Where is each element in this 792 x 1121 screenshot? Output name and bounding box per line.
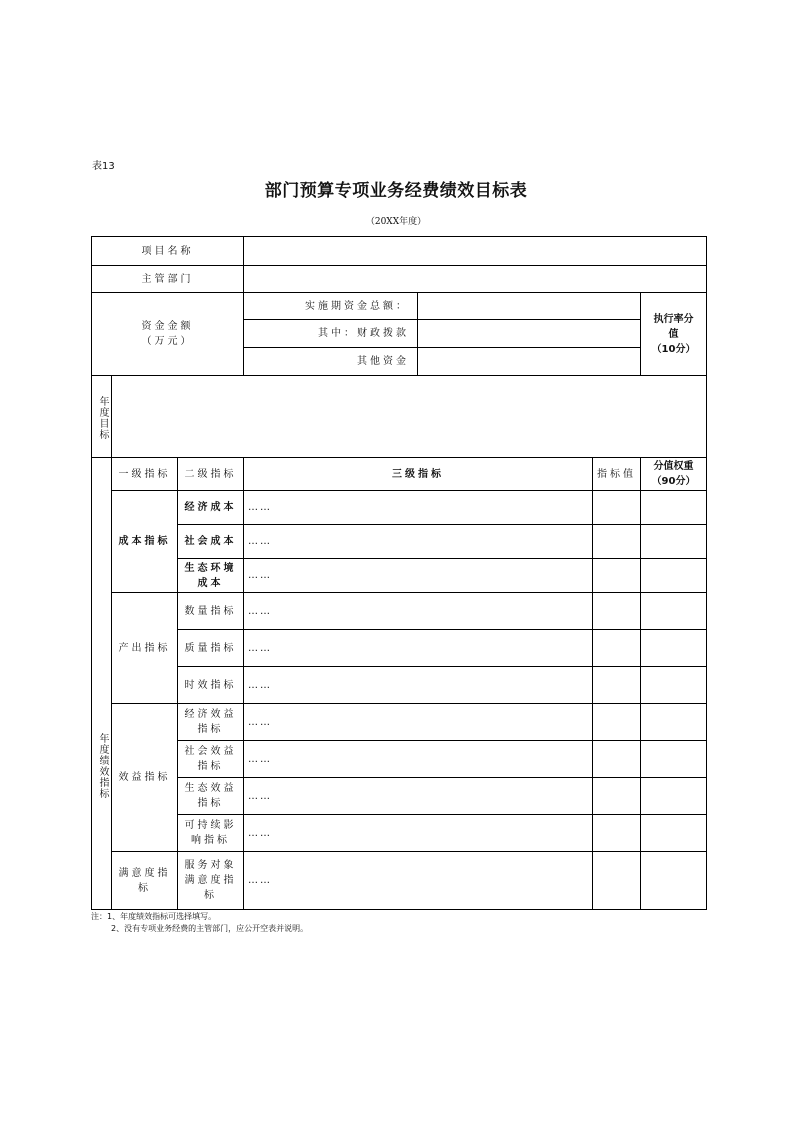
table-row [92, 852, 707, 910]
weight-cell[interactable] [641, 593, 707, 630]
funding-label-line2: （万元） [141, 336, 194, 347]
project-name-label: 项目名称 [92, 237, 244, 266]
value-cell[interactable] [593, 704, 641, 741]
level2-cell: 数量指标 [178, 593, 244, 630]
value-cell[interactable] [593, 667, 641, 704]
table-row [92, 741, 707, 778]
value-cell[interactable] [593, 491, 641, 525]
fiscal-funding-label: 其中：财政拨款 [244, 320, 418, 348]
exec-rate-cell [641, 293, 707, 376]
project-name-value[interactable] [244, 237, 707, 266]
level2-cell: 质量指标 [178, 630, 244, 667]
level3-cell[interactable]: …… [244, 815, 593, 852]
level3-cell[interactable]: …… [244, 778, 593, 815]
level3-cell[interactable]: …… [244, 491, 593, 525]
level3-cell[interactable]: …… [244, 741, 593, 778]
total-funding-value[interactable] [418, 293, 641, 320]
level3-cell[interactable]: …… [244, 704, 593, 741]
table-row [92, 815, 707, 852]
value-cell[interactable] [593, 593, 641, 630]
page-title: 部门预算专项业务经费绩效目标表 [264, 181, 528, 201]
weight-cell[interactable] [641, 559, 707, 593]
col-value-header: 指标值 [593, 458, 641, 491]
weight-cell[interactable] [641, 491, 707, 525]
level2-cell: 经济效益指标 [178, 704, 244, 741]
exec-rate-line1: 执行率分 [653, 313, 694, 325]
value-cell[interactable] [593, 741, 641, 778]
level1-cost: 成本指标 [112, 491, 178, 593]
weight-cell[interactable] [641, 852, 707, 910]
table-row [92, 491, 707, 525]
indicator-section-label: 年度绩效指标 [92, 458, 112, 910]
level2-cell: 社会效益指标 [178, 741, 244, 778]
level2-cell: 可持续影响指标 [178, 815, 244, 852]
level3-cell[interactable]: …… [244, 852, 593, 910]
table-label: 表13 [92, 161, 115, 172]
value-cell[interactable] [593, 778, 641, 815]
other-funding-value[interactable] [418, 348, 641, 376]
level3-cell[interactable]: …… [244, 559, 593, 593]
performance-target-table [91, 236, 707, 910]
col-level3-header: 三级指标 [244, 458, 593, 491]
value-cell[interactable] [593, 559, 641, 593]
weight-cell[interactable] [641, 667, 707, 704]
level3-cell[interactable]: …… [244, 525, 593, 559]
level3-cell[interactable]: …… [244, 593, 593, 630]
note-2: 2、没有专项业务经费的主管部门，应公开空表并说明。 [111, 924, 309, 933]
department-label: 主管部门 [92, 266, 244, 293]
level2-cell: 时效指标 [178, 667, 244, 704]
weight-cell[interactable] [641, 815, 707, 852]
annual-goal-label: 年度目标 [92, 376, 112, 458]
table-row [92, 630, 707, 667]
year-label: （20XX年度） [365, 217, 427, 227]
level3-cell[interactable]: …… [244, 667, 593, 704]
department-value[interactable] [244, 266, 707, 293]
other-funding-label: 其他资金 [244, 348, 418, 376]
table-row [92, 525, 707, 559]
weight-cell[interactable] [641, 525, 707, 559]
exec-rate-line2: 值 [668, 328, 679, 340]
table-row [92, 778, 707, 815]
weight-cell[interactable] [641, 741, 707, 778]
weight-cell[interactable] [641, 630, 707, 667]
note-1: 注：1、年度绩效指标可选择填写。 [91, 912, 217, 921]
col-level2-header: 二级指标 [178, 458, 244, 491]
weight-cell[interactable] [641, 778, 707, 815]
value-cell[interactable] [593, 525, 641, 559]
value-cell[interactable] [593, 815, 641, 852]
fiscal-funding-value[interactable] [418, 320, 641, 348]
table-row [92, 667, 707, 704]
notes [91, 911, 308, 935]
table-row [92, 593, 707, 630]
funding-label [92, 293, 244, 376]
weight-cell[interactable] [641, 704, 707, 741]
level2-cell: 服务对象满意度指标 [178, 852, 244, 910]
value-cell[interactable] [593, 852, 641, 910]
funding-label-line1: 资金金额 [141, 321, 194, 332]
exec-rate-line3: （10分） [651, 343, 696, 355]
col-weight-header [641, 458, 707, 491]
col-weight-line2: （90分） [651, 476, 696, 487]
level2-cell: 生态环境成本 [178, 559, 244, 593]
level1-benefit: 效益指标 [112, 704, 178, 852]
col-level1-header: 一级指标 [112, 458, 178, 491]
level1-output: 产出指标 [112, 593, 178, 704]
table-row [92, 559, 707, 593]
level1-satisfaction: 满意度指标 [112, 852, 178, 910]
table-row [92, 704, 707, 741]
level2-cell: 经济成本 [178, 491, 244, 525]
annual-goal-value[interactable] [112, 376, 707, 458]
level2-cell: 社会成本 [178, 525, 244, 559]
level3-cell[interactable]: …… [244, 630, 593, 667]
value-cell[interactable] [593, 630, 641, 667]
level2-cell: 生态效益指标 [178, 778, 244, 815]
total-funding-label: 实施期资金总额： [244, 293, 418, 320]
col-weight-line1: 分值权重 [653, 461, 694, 472]
